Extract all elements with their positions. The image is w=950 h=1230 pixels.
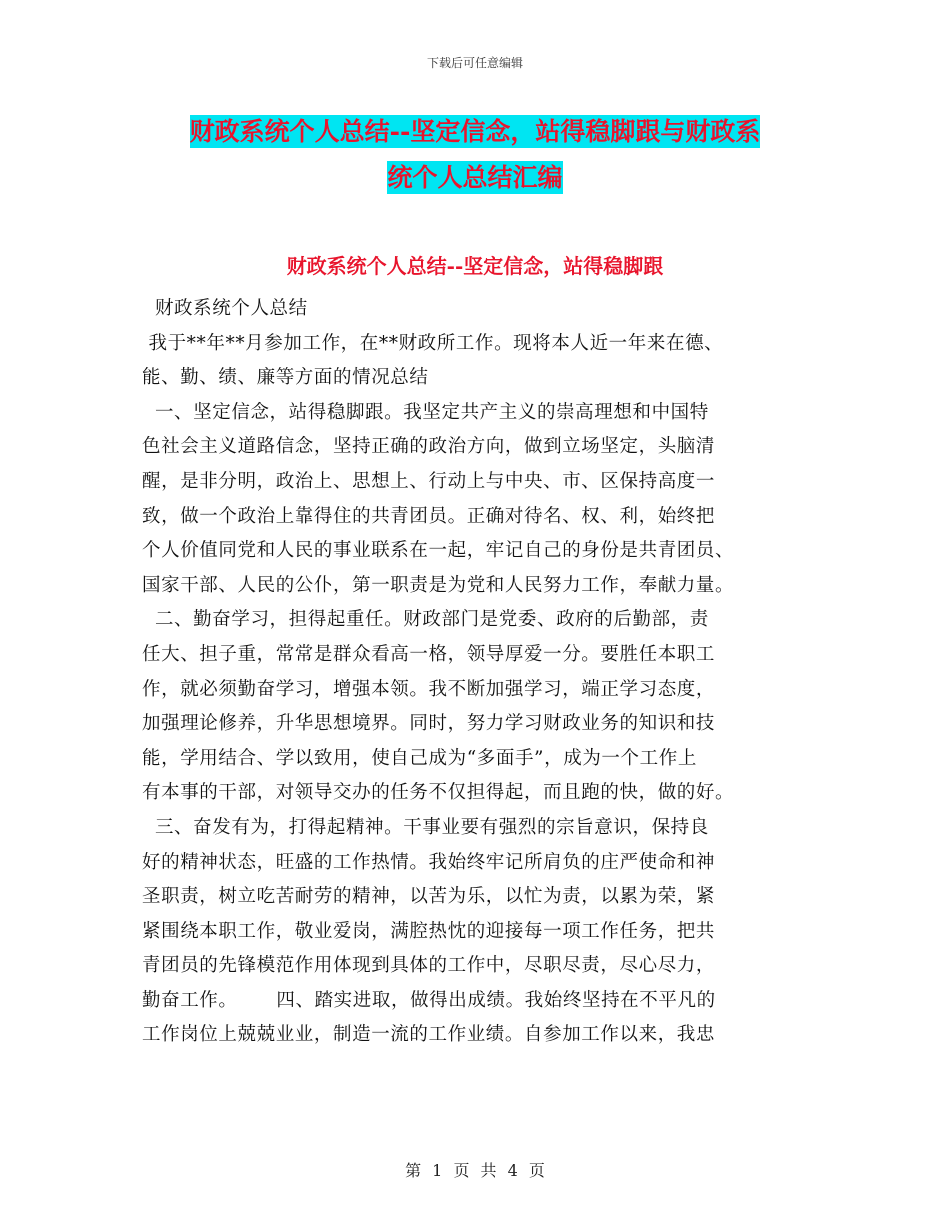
body-text — [142, 292, 832, 1053]
body-line: 工作岗位上兢兢业业，制造一流的工作业绩。自参加工作以来，我忠 — [142, 1024, 716, 1046]
body-line: 个人价值同党和人民的事业联系在一起，牢记自己的身份是共青团员、 — [142, 540, 735, 562]
body-line: 圣职责，树立吃苦耐劳的精神，以苦为乐，以忙为责，以累为荣，紧 — [142, 886, 716, 908]
body-line: 勤奋工作。 四、踏实进取，做得出成绩。我始终坚持在不平凡的 — [142, 989, 716, 1011]
body-line: 我于**年**月参加工作，在**财政所工作。现将本人近一年来在德、 — [142, 332, 724, 354]
body-line: 色社会主义道路信念，坚持正确的政治方向，做到立场坚定，头脑清 — [142, 436, 716, 458]
body-line: 能，学用结合、学以致用，使自己成为“多面手”，成为一个工作上 — [142, 747, 697, 769]
document-title-line-2: 统个人总结汇编 — [387, 163, 563, 192]
body-line: 任大、担子重，常常是群众看高一格，领导厚爱一分。要胜任本职工 — [142, 643, 716, 665]
body-line: 致，做一个政治上靠得住的共青团员。正确对待名、权、利，始终把 — [142, 505, 716, 527]
body-line: 醒，是非分明，政治上、思想上、行动上与中央、市、区保持高度一 — [142, 470, 716, 492]
body-line: 一、坚定信念，站得稳脚跟。我坚定共产主义的崇高理想和中国特 — [142, 401, 709, 423]
body-line: 二、勤奋学习，担得起重任。财政部门是党委、政府的后勤部，责 — [142, 609, 709, 631]
body-line: 国家干部、人民的公仆，第一职责是为党和人民努力工作，奉献力量。 — [142, 574, 735, 596]
section-title: 财政系统个人总结--坚定信念，站得稳脚跟 — [286, 254, 664, 278]
body-line: 财政系统个人总结 — [142, 298, 308, 319]
body-line: 三、奋发有为，打得起精神。干事业要有强烈的宗旨意识，保持良 — [142, 816, 709, 838]
page-header-note: 下载后可任意编辑 — [426, 56, 523, 70]
body-line: 有本事的干部，对领导交办的任务不仅担得起，而且跑的快，做的好。 — [142, 782, 735, 804]
body-line: 紧围绕本职工作，敬业爱岗，满腔热忱的迎接每一项工作任务，把共 — [142, 920, 716, 942]
body-line: 能、勤、绩、廉等方面的情况总结 — [142, 367, 429, 389]
document-title-line-1: 财政系统个人总结--坚定信念，站得稳脚跟与财政系 — [189, 117, 761, 146]
body-line: 好的精神状态，旺盛的工作热情。我始终牢记所肩负的庄严使命和神 — [142, 851, 716, 873]
body-line: 青团员的先锋模范作用体现到具体的工作中，尽职尽责，尽心尽力， — [142, 955, 716, 977]
page-footer: 第 1 页 共 4 页 — [405, 1161, 545, 1180]
body-line: 加强理论修养，升华思想境界。同时，努力学习财政业务的知识和技 — [142, 713, 716, 735]
body-line: 作，就必须勤奋学习，增强本领。我不断加强学习，端正学习态度， — [142, 678, 716, 700]
